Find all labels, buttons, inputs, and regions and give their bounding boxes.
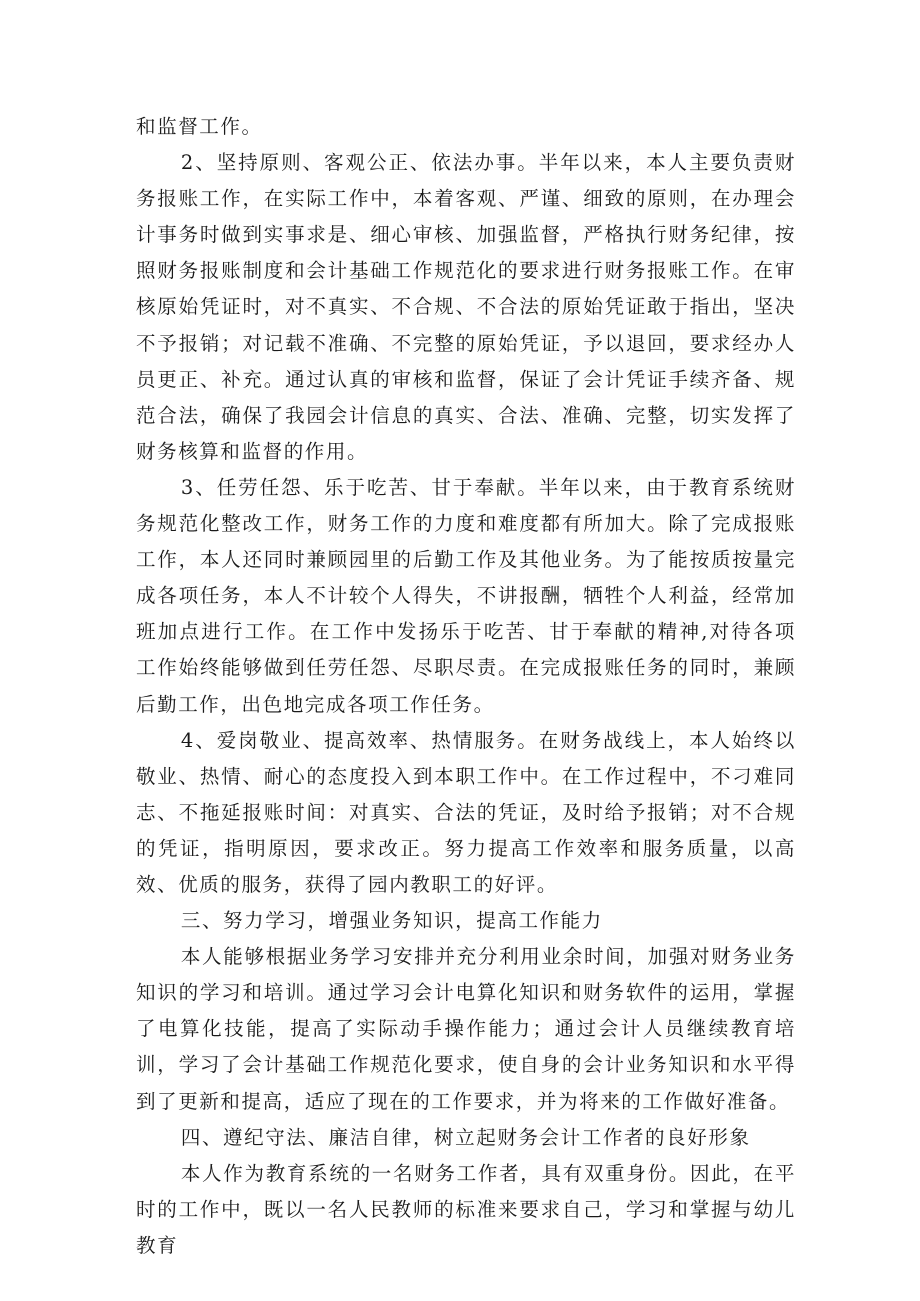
paragraph-item-3: 3、任劳任怨、乐于吃苦、甘于奉献。半年以来，由于教育系统财务规范化整改工作，财务工作的力度和难度都有所加大。除了完成报账工作，本人还同时兼顾园里的后勤工作及其他业务。为了能按质按量完成各项任务，本人不计较个人得失，不讲报酬，牺牲个人利益，经常加班加点进行工作。在工作中发扬乐于吃苦、甘于奉献的精神,对待各项工作始终能够做到任劳任怨、尽职尽责。在完成报账任务的同时，兼顾后勤工作，出色地完成各项工作任务。 [136,475,796,716]
paragraph-continuation: 和监督工作。 [136,115,263,138]
paragraph-discipline: 本人作为教育系统的一名财务工作者，具有双重身份。因此，在平时的工作中，既以一名人民教师的标准来要求自己，学习和掌握与幼儿教育 [136,1161,796,1257]
paragraph-study: 本人能够根据业务学习安排并充分利用业余时间，加强对财务业务知识的学习和培训。通过学习会计电算化知识和财务软件的运用，掌握了电算化技能，提高了实际动手操作能力；通过会计人员继续教育培训，学习了会计基础工作规范化要求，使自身的会计业务知识和水平得到了更新和提高，适应了现在的工作要求，并为将来的工作做好准备。 [136,945,796,1113]
document-body [136,109,796,1264]
section-heading-4: 四、遵纪守法、廉洁自律，树立起财务会计工作者的良好形象 [180,1125,751,1149]
paragraph-item-2: 2、坚持原则、客观公正、依法办事。半年以来，本人主要负责财务报账工作，在实际工作中，本着客观、严谨、细致的原则，在办理会计事务时做到实事求是、细心审核、加强监督，严格执行财务纪律，按照财务报账制度和会计基础工作规范化的要求进行财务报账工作。在审核原始凭证时，对不真实、不合规、不合法的原始凭证敢于指出，坚决不予报销；对记载不准确、不完整的原始凭证，予以退回，要求经办人员更正、补充。通过认真的审核和监督，保证了会计凭证手续齐备、规范合法，确保了我园会计信息的真实、合法、准确、完整，切实发挥了财务核算和监督的作用。 [136,151,796,463]
section-heading-3: 三、努力学习，增强业务知识，提高工作能力 [180,909,603,933]
paragraph-item-4: 4、爱岗敬业、提高效率、热情服务。在财务战线上，本人始终以敬业、热情、耐心的态度投入到本职工作中。在工作过程中，不刁难同志、不拖延报账时间：对真实、合法的凭证，及时给予报销；对不合规的凭证，指明原因，要求改正。努力提高工作效率和服务质量，以高效、优质的服务，获得了园内教职工的好评。 [136,728,796,896]
